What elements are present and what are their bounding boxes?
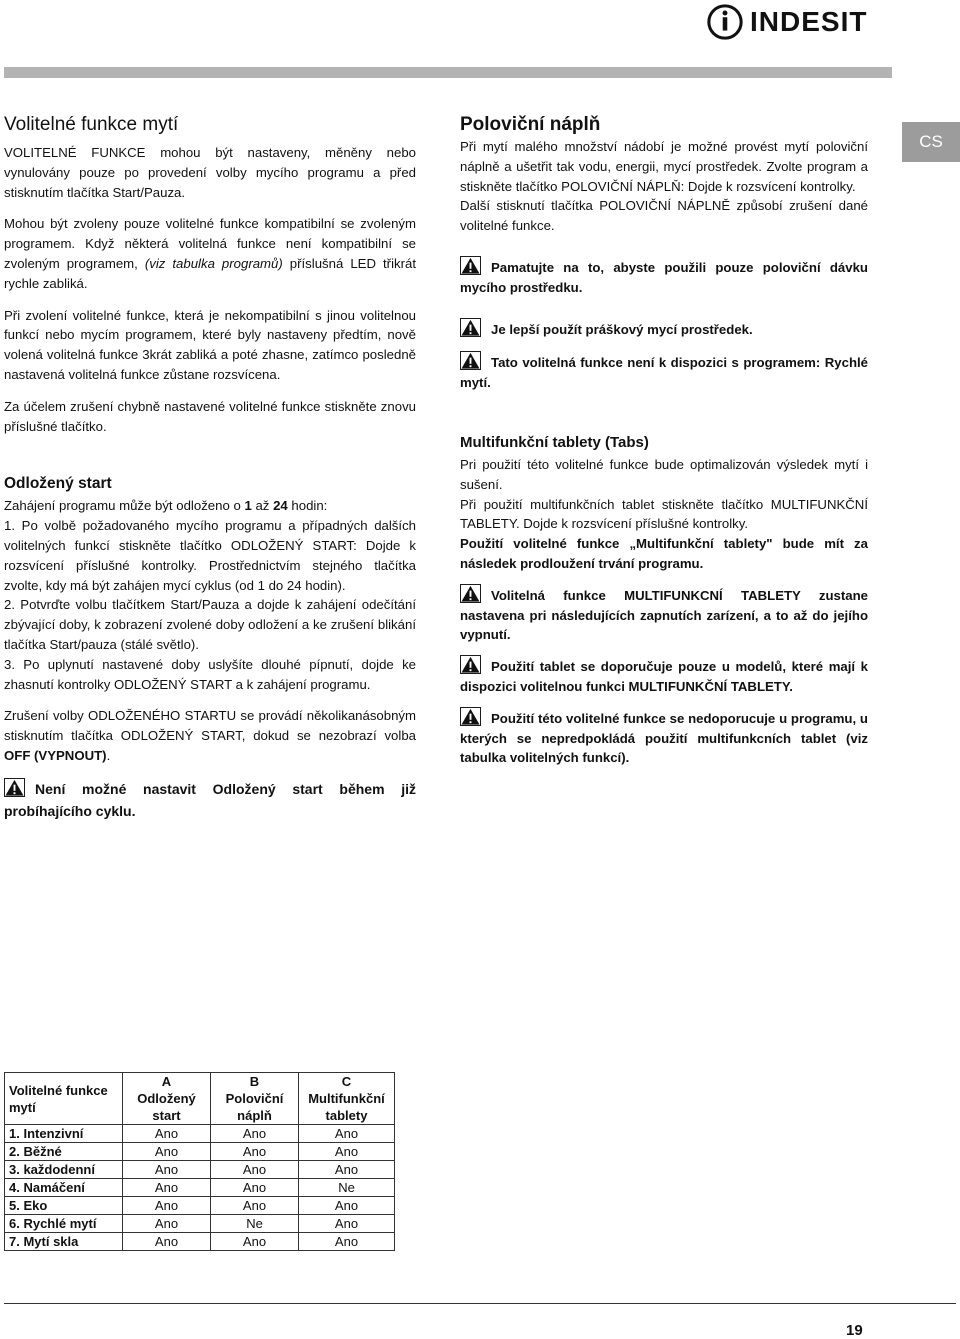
- warning-icon: [460, 256, 481, 275]
- table-cell: Ne: [211, 1215, 299, 1233]
- options-compat-paragraph: Mohou být zvoleny pouze volitelné funkce kompatibilní se zvoleným programem. Když některá volitelná funkce není kompatibilní se zvoleným programem, (viz tabulka programů) příslušná LED třikrát rychle zabliká.: [4, 216, 416, 291]
- table-corner-header: Volitelné funkce mytí: [5, 1073, 123, 1125]
- warning-icon: [460, 707, 481, 726]
- table-cell: Ano: [211, 1233, 299, 1251]
- delay-start-title: Odložený start: [4, 475, 112, 493]
- program-table-ref: (viz tabulka programů): [144, 255, 283, 271]
- brand-name: INDESIT: [750, 6, 868, 37]
- program-name: 3. každodenní: [5, 1161, 123, 1179]
- table-column-header: A Odložený start: [123, 1073, 211, 1125]
- warning-icon: [4, 778, 25, 797]
- tabs-title: Multifunkční tablety (Tabs): [460, 433, 649, 451]
- table-row: [5, 1233, 395, 1251]
- options-table: [4, 1072, 395, 1251]
- half-load-warning-1: Pamatujte na to, abyste použili pouze poloviční dávku mycího prostředku.: [460, 256, 868, 298]
- footer-divider: [4, 1303, 956, 1304]
- table-cell: Ano: [123, 1143, 211, 1161]
- right-column: [460, 113, 868, 768]
- table-row: [5, 1143, 395, 1161]
- table-cell: Ano: [123, 1215, 211, 1233]
- options-title: Volitelné funkce mytí: [4, 114, 179, 135]
- table-row: [5, 1197, 395, 1215]
- table-cell: Ano: [211, 1161, 299, 1179]
- page-number: 19: [846, 1322, 863, 1339]
- table-cell: Ano: [299, 1161, 395, 1179]
- table-row: [5, 1215, 395, 1233]
- table-cell: Ano: [299, 1233, 395, 1251]
- indesit-logo-icon: [706, 3, 744, 41]
- delay-start-step-3: 3. Po uplynutí nastavené doby uslyšíte dlouhé pípnutí, dojde ke zhasnutí kontrolky ODLOŽENÝ START a k zahájení programu.: [4, 656, 416, 692]
- half-load-warning-2: Je lepší použít práškový mycí prostředek.: [460, 318, 868, 340]
- table-cell: Ano: [299, 1143, 395, 1161]
- options-cancel-paragraph: Za účelem zrušení chybně nastavené volitelné funkce stiskněte znovu příslušné tlačítko.: [4, 398, 416, 434]
- table-cell: Ano: [299, 1215, 395, 1233]
- tabs-usage: Při použití multifunkčních tablet stiskněte tlačítko MULTIFUNKČNÍ TABLETY. Dojde k rozsvícení příslušné kontrolky.: [460, 496, 868, 532]
- delay-start-step-1: 1. Po volbě požadovaného mycího programu a případných dalších volitelných funkcí stiskněte tlačítko ODLOŽENÝ START: Dojde k rozsvícení příslušné kontrolky. Prostřednictvím stejného tlačítka zvolte, kdy má být zahájen mycí cyklus (od 1 do 24 hodin).: [4, 518, 416, 593]
- table-column-header: B Poloviční náplň: [211, 1073, 299, 1125]
- tabs-warning-1: Volitelná funkce MULTIFUNKCNÍ TABLETY zustane nastavena pri následujících zapnutích zarízení, a to až do jejího vypnutí.: [460, 584, 868, 645]
- table-header-row: [5, 1073, 395, 1125]
- warning-icon: [460, 584, 481, 603]
- left-column: [4, 113, 416, 822]
- table-cell: Ne: [299, 1179, 395, 1197]
- header-divider-bar: [4, 67, 892, 78]
- program-name: 5. Eko: [5, 1197, 123, 1215]
- table-cell: Ano: [123, 1197, 211, 1215]
- delay-start-step-2: 2. Potvrďte volbu tlačítkem Start/Pauza a dojde k zahájení odečítání zbývající doby, k zobrazení zvolené doby odložení a ke zrušení blikání tlačítka Start/pauza (stálé světlo).: [4, 597, 416, 652]
- program-name: 4. Namáčení: [5, 1179, 123, 1197]
- options-intro: VOLITELNÉ FUNKCE mohou být nastaveny, měněny nebo vynulovány pouze po provedení volby mycího programu a před stisknutím tlačítka Start/Pauza.: [4, 145, 416, 200]
- delay-start-cancel: Zrušení volby ODLOŽENÉHO STARTU se provádí několikanásobným stisknutím tlačítka ODLOŽENÝ START, dokud se nezobrazí volba OFF (VYPNOUT).: [4, 708, 416, 763]
- program-name: 6. Rychlé mytí: [5, 1215, 123, 1233]
- warning-icon: [460, 318, 481, 337]
- program-name: 2. Běžné: [5, 1143, 123, 1161]
- tabs-duration-note: Použití volitelné funkce „Multifunkční tablety" bude mít za následek prodloužení trvání programu.: [460, 536, 868, 571]
- half-load-intro: Při mytí malého množství nádobí je možné provést mytí poloviční náplně a ušetřit tak vodu, energii, mycí prostředek. Zvolte program a stiskněte tlačítko POLOVIČNÍ NÁPLŇ: Dojde k rozsvícení kontrolky.: [460, 139, 868, 194]
- tabs-intro: Pri použití této volitelné funkce bude optimalizován výsledek mytí i sušení.: [460, 456, 868, 492]
- table-row: [5, 1179, 395, 1197]
- table-cell: Ano: [123, 1125, 211, 1143]
- table-cell: Ano: [299, 1125, 395, 1143]
- tabs-warning-3: Použití této volitelné funkce se nedoporucuje u programu, u kterých se nepredpokládá použití multifunkcních tablet (viz tabulka volitelných funkcí).: [460, 707, 868, 768]
- program-name: 7. Mytí skla: [5, 1233, 123, 1251]
- table-cell: Ano: [299, 1197, 395, 1215]
- table-row: [5, 1125, 395, 1143]
- table-cell: Ano: [211, 1143, 299, 1161]
- half-load-cancel: Další stisknutí tlačítka POLOVIČNÍ NÁPLNĚ způsobí zrušení dané volitelné funkce.: [460, 198, 868, 234]
- warning-icon: [460, 655, 481, 674]
- delay-start-intro: Zahájení programu může být odloženo o 1 až 24 hodin:: [4, 498, 328, 514]
- half-load-warning-3: Tato volitelná funkce není k dispozici s programem: Rychlé mytí.: [460, 351, 868, 393]
- table-cell: Ano: [123, 1161, 211, 1179]
- tabs-warning-2: Použití tablet se doporučuje pouze u modelů, které mají k dispozici volitelnou funkci MULTIFUNKČNÍ TABLETY.: [460, 655, 868, 697]
- delay-start-warning: Není možné nastavit Odložený start během již probíhajícího cyklu.: [4, 778, 416, 822]
- table-cell: Ano: [211, 1125, 299, 1143]
- brand-logo: [706, 0, 868, 44]
- table-cell: Ano: [123, 1179, 211, 1197]
- options-table-wrapper: [4, 1072, 395, 1251]
- table-column-header: C Multifunkční tablety: [299, 1073, 395, 1125]
- table-cell: Ano: [123, 1233, 211, 1251]
- half-load-title: Poloviční náplň: [460, 114, 601, 135]
- table-row: [5, 1161, 395, 1179]
- language-tab: CS: [902, 122, 960, 162]
- table-cell: Ano: [211, 1197, 299, 1215]
- options-incompat-paragraph: Při zvolení volitelné funkce, která je nekompatibilní s jinou volitelnou funkcí nebo mycím programem, které byly nastaveny předtím, nově volená volitelná funkce 3krát zabliká a poté zhasne, zatímco posledně nastavená volitelná funkce zůstane rozsvícena.: [4, 307, 416, 382]
- table-cell: Ano: [211, 1179, 299, 1197]
- program-name: 1. Intenzivní: [5, 1125, 123, 1143]
- warning-icon: [460, 351, 481, 370]
